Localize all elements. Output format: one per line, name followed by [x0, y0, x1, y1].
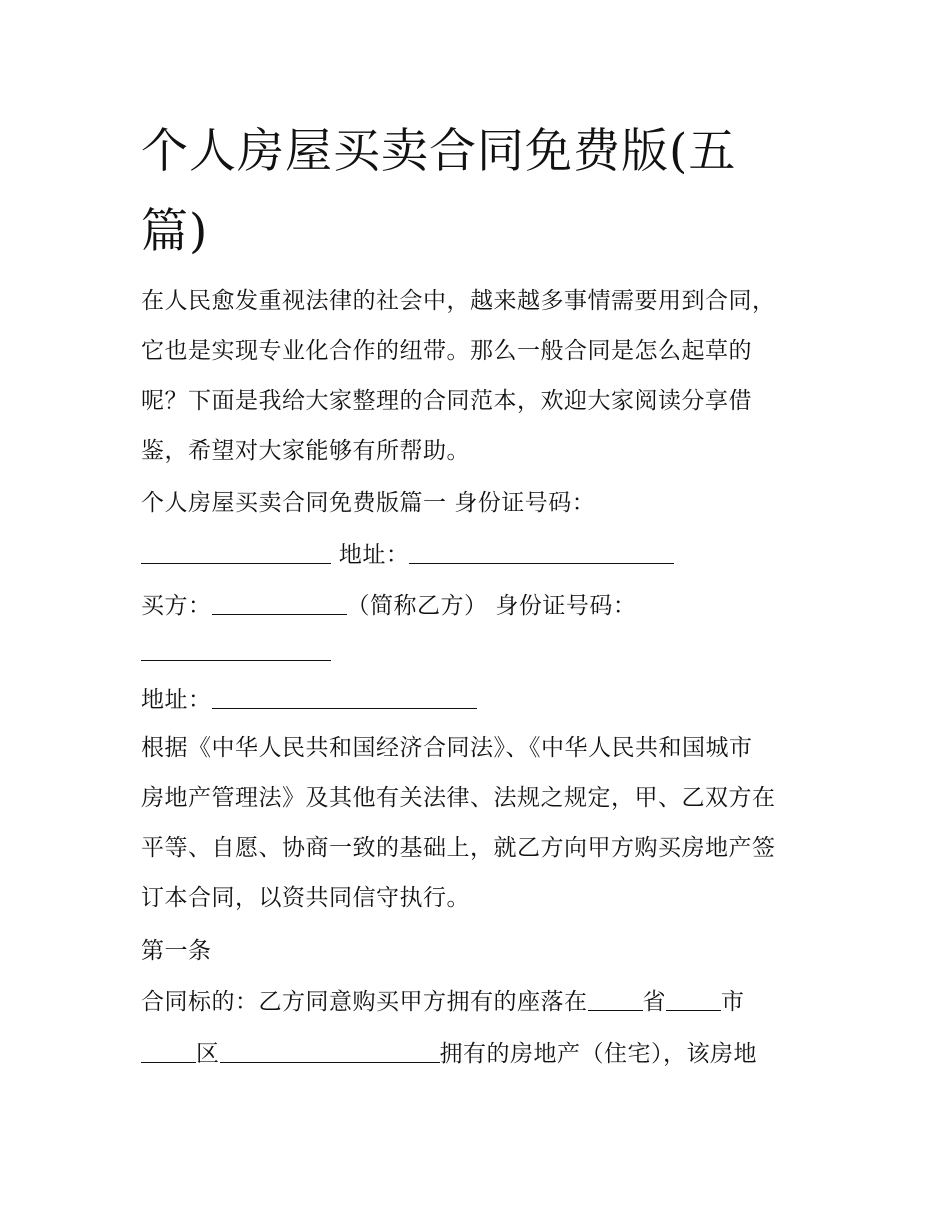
province-label: 省 — [642, 989, 666, 1015]
buyer-id-label: 身份证号码： — [495, 593, 637, 619]
id-number-blank — [141, 541, 331, 564]
intro-line: 呢？下面是我给大家整理的合同范本，欢迎大家阅读分享借 — [141, 388, 752, 414]
buyer-address-line — [141, 675, 821, 725]
intro-line: 它也是实现专业化合作的纽带。那么一般合同是怎么起草的 — [141, 338, 752, 364]
subject-suffix: 拥有的房地产（住宅），该房地 — [439, 1041, 757, 1067]
city-blank — [666, 988, 721, 1011]
buyer-address-label: 地址： — [141, 687, 212, 713]
basis-line: 房地产管理法》及其他有关法律、法规之规定，甲、乙双方在 — [141, 785, 776, 811]
article-one-block — [141, 926, 821, 976]
city-label: 市 — [721, 989, 745, 1015]
document-title: 个人房屋买卖合同免费版(五篇) — [141, 124, 737, 259]
intro-paragraph — [141, 276, 821, 476]
article-heading: 第一条 — [141, 938, 212, 964]
intro-line: 鉴，希望对大家能够有所帮助。 — [141, 438, 470, 464]
subject-prefix: 合同标的：乙方同意购买甲方拥有的座落在 — [141, 989, 588, 1015]
province-blank — [588, 988, 643, 1011]
location-blank — [220, 1040, 440, 1063]
district-blank — [141, 1040, 196, 1063]
basis-paragraph — [141, 723, 821, 923]
buyer-line — [141, 581, 821, 631]
buyer-id-blank — [141, 638, 331, 661]
buyer-short-label: （简称乙方） — [346, 593, 488, 619]
subject-line-2 — [141, 1029, 821, 1079]
district-label: 区 — [196, 1041, 220, 1067]
intro-line: 在人民愈发重视法律的社会中，越来越多事情需要用到合同， — [141, 288, 776, 314]
address-label: 地址： — [338, 542, 410, 568]
buyer-id-blank-line — [141, 627, 821, 677]
seller-id-address-line — [141, 530, 821, 580]
subject-line-1 — [141, 977, 821, 1027]
buyer-name-blank — [212, 592, 347, 615]
buyer-label: 买方： — [141, 593, 212, 619]
basis-line: 订本合同，以资共同信守执行。 — [141, 885, 470, 911]
section-one-heading-block — [141, 478, 821, 528]
basis-line: 平等、自愿、协商一致的基础上，就乙方向甲方购买房地产签 — [141, 835, 776, 861]
buyer-address-blank — [212, 686, 477, 709]
address-blank — [409, 541, 674, 564]
section-heading: 个人房屋买卖合同免费版篇一 身份证号码： — [141, 490, 596, 516]
basis-line: 根据《中华人民共和国经济合同法》、《中华人民共和国城市 — [141, 735, 753, 761]
